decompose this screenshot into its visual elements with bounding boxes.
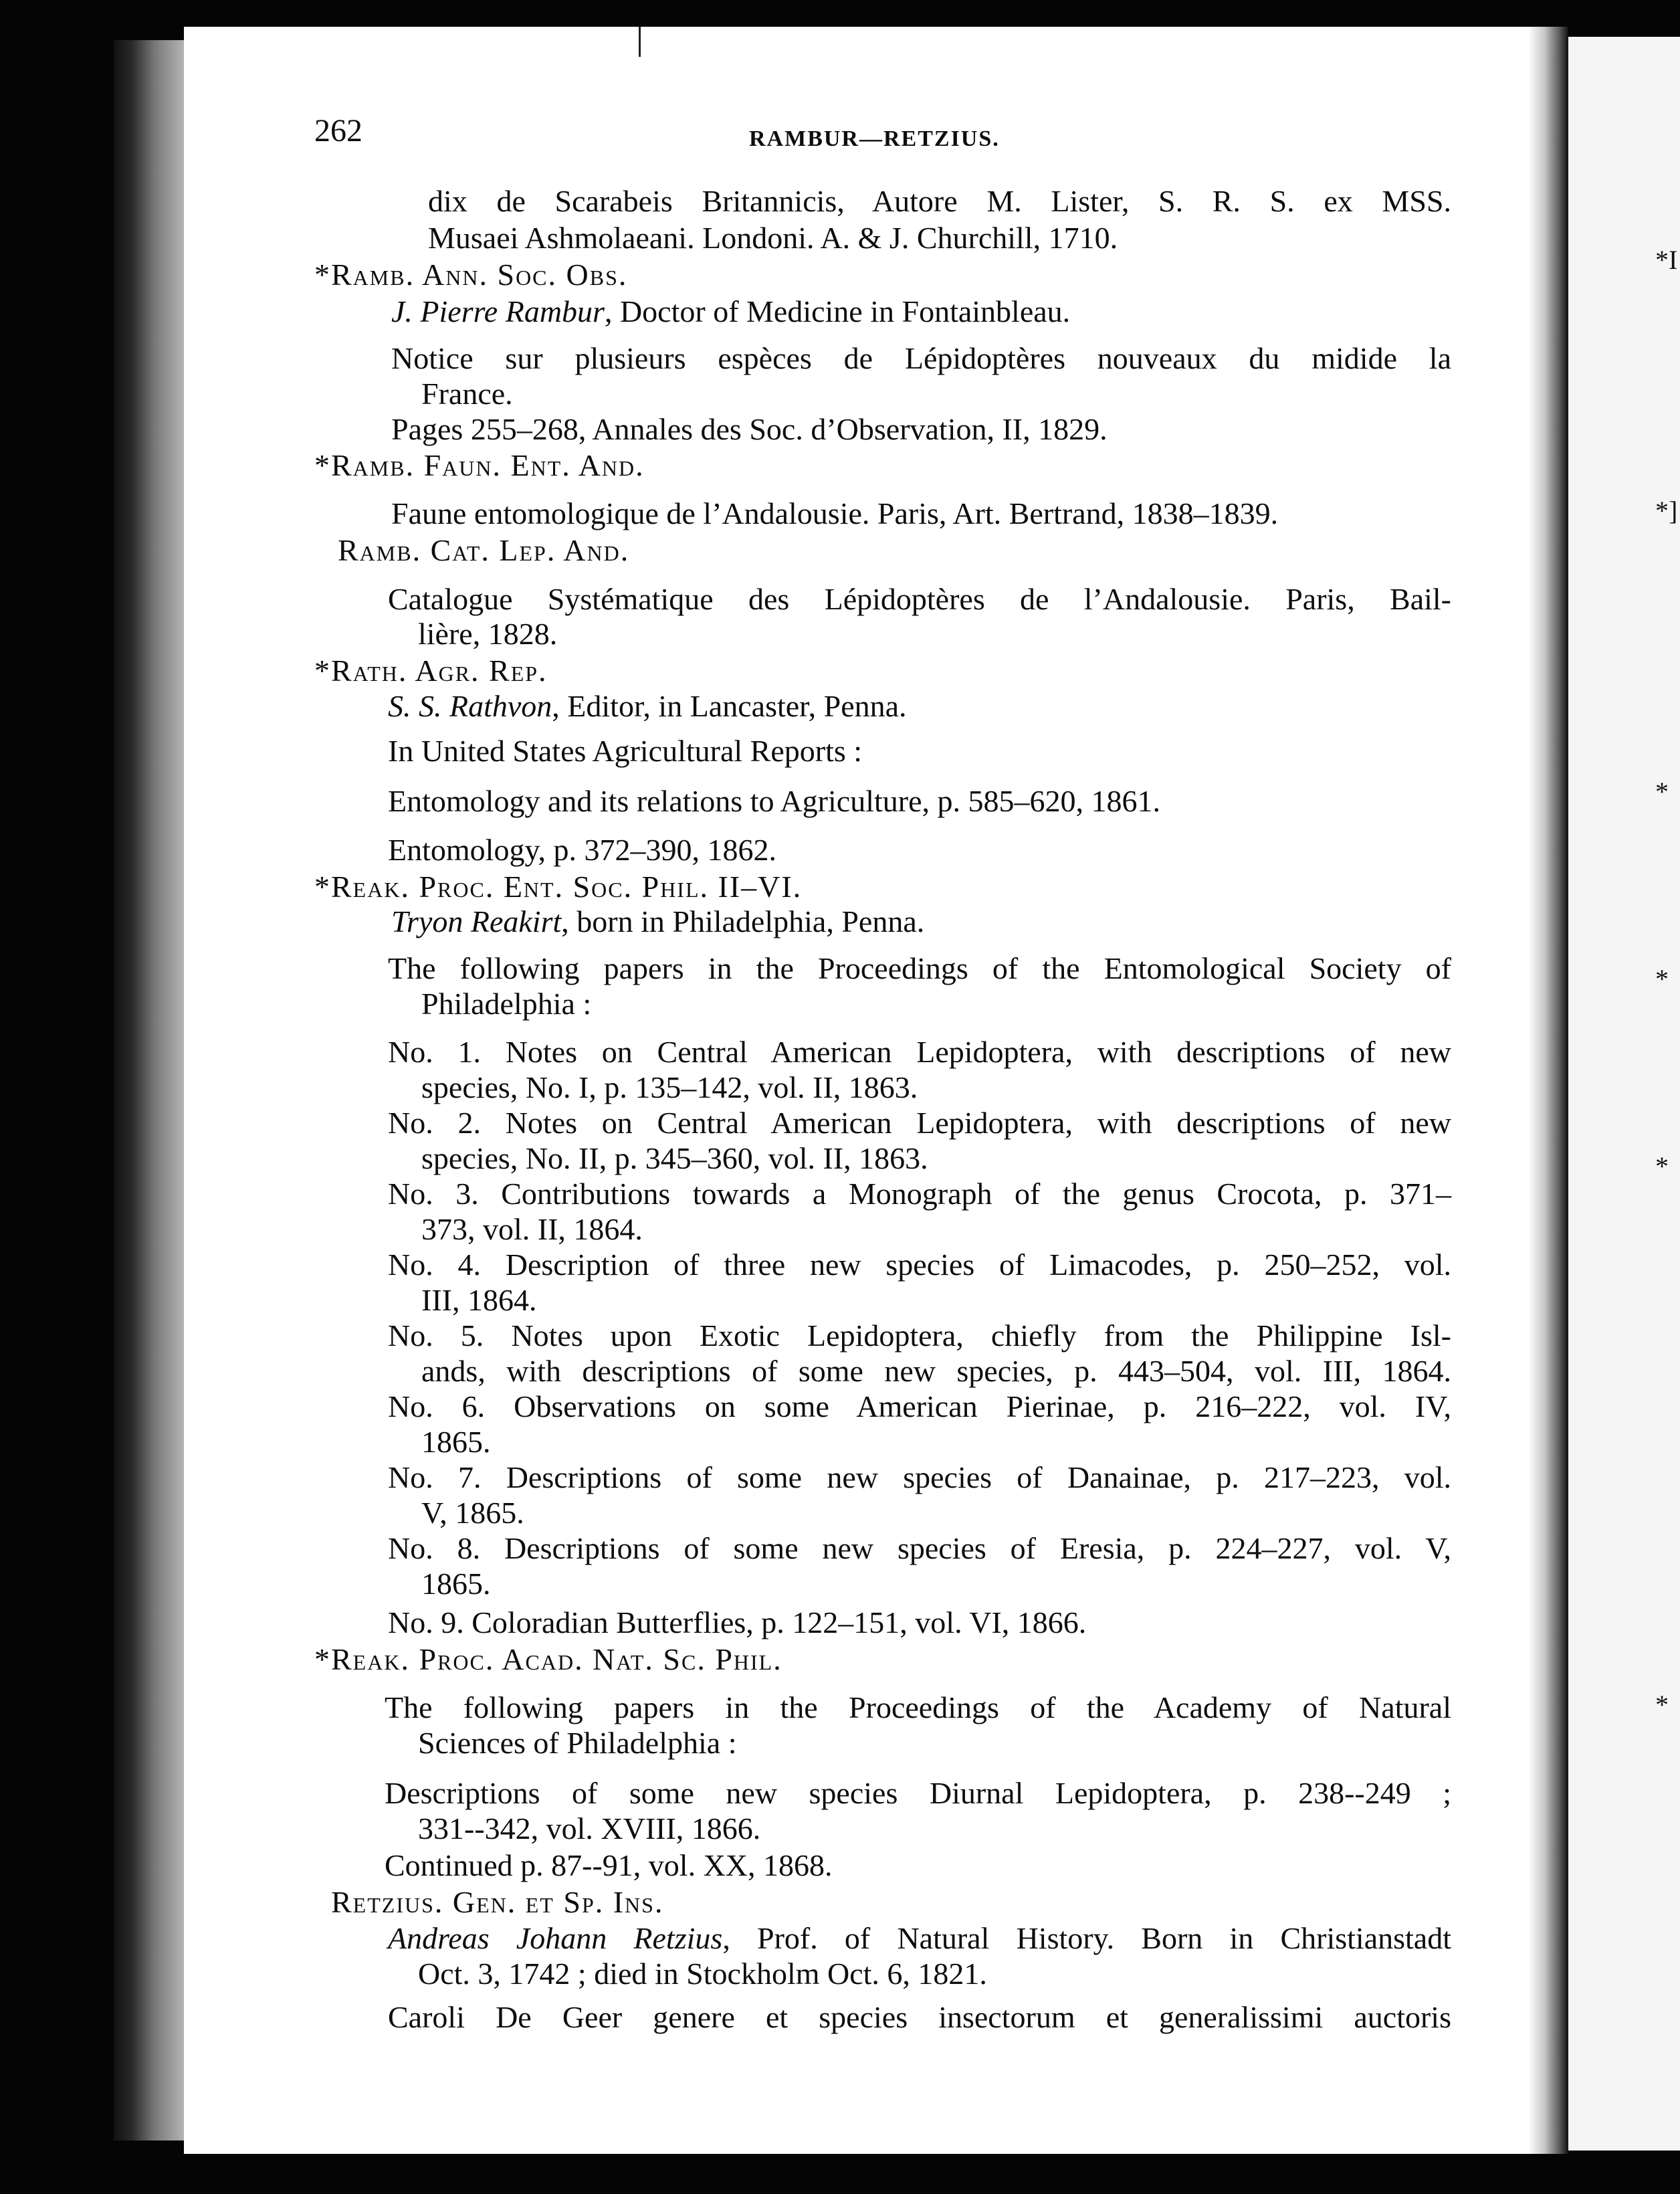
author-name: S. S. Rathvon bbox=[388, 689, 552, 723]
facing-page-mark: * bbox=[1655, 777, 1669, 807]
entry-heading: *Rath. Agr. Rep. bbox=[314, 654, 548, 688]
facing-page-mark: *I bbox=[1655, 245, 1678, 275]
book-gutter bbox=[1528, 27, 1568, 2154]
text-line: Oct. 3, 1742 ; died in Stockholm Oct. 6, 1821. bbox=[418, 1957, 987, 1991]
facing-page-mark: * bbox=[1655, 964, 1669, 994]
text-line: lière, 1828. bbox=[418, 617, 558, 651]
text-line: species, No. I, p. 135–142, vol. II, 1863. bbox=[421, 1070, 918, 1104]
author-description: , Editor, in Lancaster, Penna. bbox=[552, 689, 907, 723]
author-description: , Prof. of Natural History. Born in Christianstadt bbox=[722, 1921, 1451, 1955]
text-line: Notice sur plusieurs espèces de Lépidoptères nouveaux du midide la bbox=[391, 341, 1451, 375]
text-line: Pages 255–268, Annales des Soc. d’Observation, II, 1829. bbox=[391, 412, 1108, 446]
entry-heading: *Reak. Proc. Acad. Nat. Sc. Phil. bbox=[314, 1642, 782, 1676]
text-line: V, 1865. bbox=[421, 1496, 524, 1530]
text-line: 1865. bbox=[421, 1567, 491, 1601]
entry-heading: Retzius. Gen. et Sp. Ins. bbox=[331, 1885, 664, 1919]
text-line: III, 1864. bbox=[421, 1283, 537, 1317]
entry-heading: Ramb. Cat. Lep. And. bbox=[338, 533, 630, 567]
author-name: J. Pierre Rambur bbox=[391, 294, 605, 328]
text-line: No. 9. Coloradian Butterflies, p. 122–151, vol. VI, 1866. bbox=[388, 1605, 1087, 1639]
text-line: No. 7. Descriptions of some new species of Danainae, p. 217–223, vol. bbox=[388, 1460, 1451, 1494]
text-line: France. bbox=[421, 377, 513, 411]
text-line: No. 8. Descriptions of some new species of Eresia, p. 224–227, vol. V, bbox=[388, 1531, 1451, 1565]
text-line: Musaei Ashmolaeani. Londoni. A. & J. Churchill, 1710. bbox=[428, 221, 1118, 255]
text-line: Sciences of Philadelphia : bbox=[418, 1726, 737, 1760]
author-line bbox=[388, 689, 907, 724]
text-line: The following papers in the Proceedings of the Academy of Natural bbox=[385, 1690, 1451, 1724]
text-line: No. 3. Contributions towards a Monograph of the genus Crocota, p. 371– bbox=[388, 1177, 1451, 1211]
text-line: No. 6. Observations on some American Pierinae, p. 216–222, vol. IV, bbox=[388, 1389, 1451, 1423]
text-line: Continued p. 87--91, vol. XX, 1868. bbox=[385, 1848, 833, 1882]
text-line: dix de Scarabeis Britannicis, Autore M. Lister, S. R. S. ex MSS. bbox=[428, 184, 1451, 218]
author-description: , born in Philadelphia, Penna. bbox=[561, 904, 925, 938]
text-line: ands, with descriptions of some new species, p. 443–504, vol. III, 1864. bbox=[421, 1354, 1451, 1388]
author-line bbox=[391, 294, 1070, 329]
text-line: Philadelphia : bbox=[421, 987, 592, 1021]
text-line: Entomology, p. 372–390, 1862. bbox=[388, 833, 776, 867]
entry-heading: *Ramb. Ann. Soc. Obs. bbox=[314, 258, 628, 292]
text-line: In United States Agricultural Reports : bbox=[388, 734, 863, 768]
text-line: species, No. II, p. 345–360, vol. II, 1863. bbox=[421, 1141, 928, 1175]
text-line: Catalogue Systématique des Lépidoptères de l’Andalousie. Paris, Bail- bbox=[388, 582, 1451, 616]
author-line bbox=[388, 1921, 1451, 1956]
author-line bbox=[391, 904, 924, 939]
text-line: No. 4. Description of three new species of Limacodes, p. 250–252, vol. bbox=[388, 1248, 1451, 1282]
facing-page-fragment bbox=[1568, 37, 1680, 2151]
text-line: Caroli De Geer genere et species insectorum et generalissimi auctoris bbox=[388, 2000, 1451, 2034]
scan-mark bbox=[639, 27, 641, 57]
text-line: Entomology and its relations to Agriculture, p. 585–620, 1861. bbox=[388, 784, 1160, 818]
text-line: The following papers in the Proceedings of the Entomological Society of bbox=[388, 951, 1451, 985]
text-line: Faune entomologique de l’Andalousie. Paris, Art. Bertrand, 1838–1839. bbox=[391, 496, 1279, 530]
text-line: No. 5. Notes upon Exotic Lepidoptera, chiefly from the Philippine Isl- bbox=[388, 1318, 1451, 1353]
author-description: , Doctor of Medicine in Fontainbleau. bbox=[604, 294, 1071, 328]
text-line: 373, vol. II, 1864. bbox=[421, 1212, 643, 1246]
entry-heading: *Reak. Proc. Ent. Soc. Phil. II–VI. bbox=[314, 870, 803, 904]
author-name: Andreas Johann Retzius bbox=[388, 1921, 723, 1955]
text-line: 1865. bbox=[421, 1425, 491, 1459]
book-left-edge bbox=[114, 40, 187, 2140]
entry-heading: *Ramb. Faun. Ent. And. bbox=[314, 448, 645, 482]
facing-page-mark: * bbox=[1655, 1690, 1669, 1720]
facing-page-mark: *] bbox=[1655, 496, 1678, 526]
text-line: No. 1. Notes on Central American Lepidoptera, with descriptions of new bbox=[388, 1035, 1451, 1069]
running-head: RAMBUR—RETZIUS. bbox=[749, 126, 1000, 151]
text-line: No. 2. Notes on Central American Lepidoptera, with descriptions of new bbox=[388, 1106, 1451, 1140]
text-line: Descriptions of some new species Diurnal Lepidoptera, p. 238--249 ; bbox=[385, 1776, 1451, 1810]
author-name: Tryon Reakirt bbox=[391, 904, 562, 938]
facing-page-mark: * bbox=[1655, 1151, 1669, 1181]
page-number: 262 bbox=[314, 113, 362, 148]
text-line: 331--342, vol. XVIII, 1866. bbox=[418, 1811, 761, 1846]
